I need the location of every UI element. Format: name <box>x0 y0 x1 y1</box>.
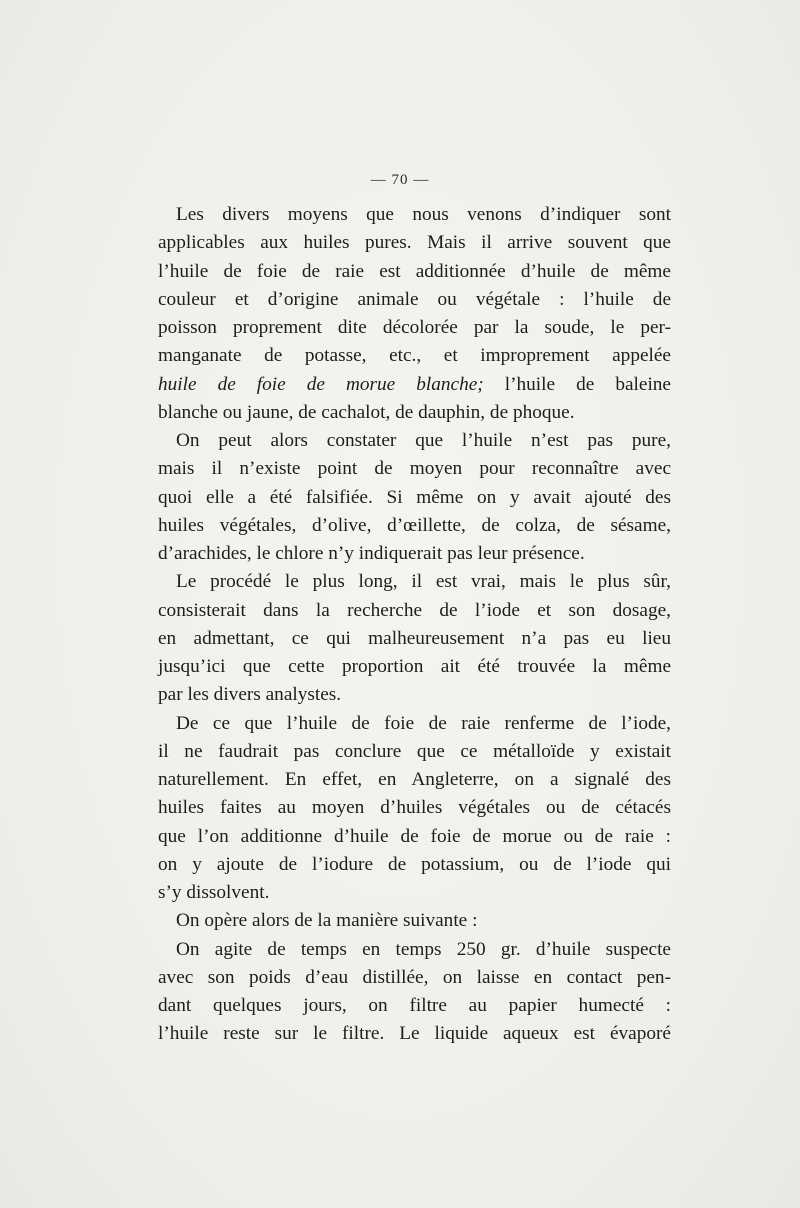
text-line <box>158 258 671 286</box>
line-text: manganate de potasse, etc., et improprement appelée <box>158 345 671 367</box>
line-text: il ne faudrait pas conclure que ce métalloïde y existait <box>158 740 671 762</box>
line-text: On opère alors de la manière suivante : <box>176 910 478 932</box>
text-line <box>158 229 671 257</box>
italic-phrase: huile de foie de morue blanche; <box>158 373 484 395</box>
line-text: s’y dissolvent. <box>158 882 270 903</box>
line-text: De ce que l’huile de foie de raie renferme de l’iode, <box>176 712 671 734</box>
text-line <box>158 597 671 625</box>
line-text: On peut alors constater que l’huile n’est pas pure, <box>176 430 671 451</box>
text-line <box>158 823 671 851</box>
line-text: Le procédé le plus long, il est vrai, mais le plus sûr, <box>176 571 671 593</box>
text-line <box>158 484 671 512</box>
line-text: quoi elle a été falsifiée. Si même on y avait ajouté des <box>158 486 671 508</box>
text-line <box>158 766 671 794</box>
text-line <box>158 342 671 370</box>
line-text: poisson proprement dite décolorée par la soude, le per- <box>158 317 671 338</box>
text-line <box>158 399 671 427</box>
text-line <box>158 540 671 568</box>
line-text: huiles végétales, d’olive, d’œillette, de colza, de sésame, <box>158 514 671 536</box>
text-line <box>158 427 671 455</box>
text-line <box>158 286 671 314</box>
line-text: que l’on additionne d’huile de foie de morue ou de raie : <box>158 825 671 847</box>
line-text: par les divers analystes. <box>158 684 342 706</box>
text-line <box>158 625 671 653</box>
text-line <box>158 879 671 907</box>
line-text: l’huile reste sur le filtre. Le liquide aqueux est évaporé <box>158 1023 671 1045</box>
text-line <box>158 710 671 738</box>
text-line <box>158 1020 671 1048</box>
line-text: avec son poids d’eau distillée, on laisse en contact pen- <box>158 966 671 988</box>
line-text: consisterait dans la recherche de l’iode et son dosage, <box>158 599 671 621</box>
line-text: On agite de temps en temps 250 gr. d’huile suspecte <box>176 938 671 960</box>
line-text: d’arachides, le chlore n’y indiquerait pas leur présence. <box>158 543 585 564</box>
line-text: Les divers moyens que nous venons d’indiquer sont <box>176 204 671 225</box>
line-text: l’huile de baleine <box>483 373 671 395</box>
text-line <box>158 371 671 399</box>
text-line <box>158 907 671 935</box>
text-line <box>158 738 671 766</box>
line-text: blanche ou jaune, de cachalot, de dauphin, de phoque. <box>158 401 575 423</box>
line-text: l’huile de foie de raie est additionnée d’huile de même <box>158 260 671 282</box>
line-text: huiles faites au moyen d’huiles végétales ou de cétacés <box>158 797 671 819</box>
body-text <box>158 201 671 1049</box>
line-text: couleur et d’origine animale ou végétale : l’huile de <box>158 288 671 310</box>
line-text: on y ajoute de l’iodure de potassium, ou de l’iode qui <box>158 853 671 875</box>
text-line <box>158 455 671 483</box>
text-line <box>158 681 671 709</box>
text-line <box>158 568 671 596</box>
line-text: en admettant, ce qui malheureusement n’a pas eu lieu <box>158 627 671 649</box>
text-line <box>158 201 671 229</box>
page-number: — 70 — <box>370 172 430 188</box>
text-line <box>158 512 671 540</box>
text-line <box>158 851 671 879</box>
text-line <box>158 936 671 964</box>
text-line <box>158 653 671 681</box>
text-line <box>158 964 671 992</box>
text-line <box>158 314 671 342</box>
text-line <box>158 794 671 822</box>
line-text: mais il n’existe point de moyen pour reconnaître avec <box>158 458 671 480</box>
line-text: jusqu’ici que cette proportion ait été trouvée la même <box>158 656 671 677</box>
text-line <box>158 992 671 1020</box>
line-text: naturellement. En effet, en Angleterre, on a signalé des <box>158 769 671 790</box>
line-text: dant quelques jours, on filtre au papier humecté : <box>158 995 671 1016</box>
line-text: applicables aux huiles pures. Mais il arrive souvent que <box>158 232 671 254</box>
